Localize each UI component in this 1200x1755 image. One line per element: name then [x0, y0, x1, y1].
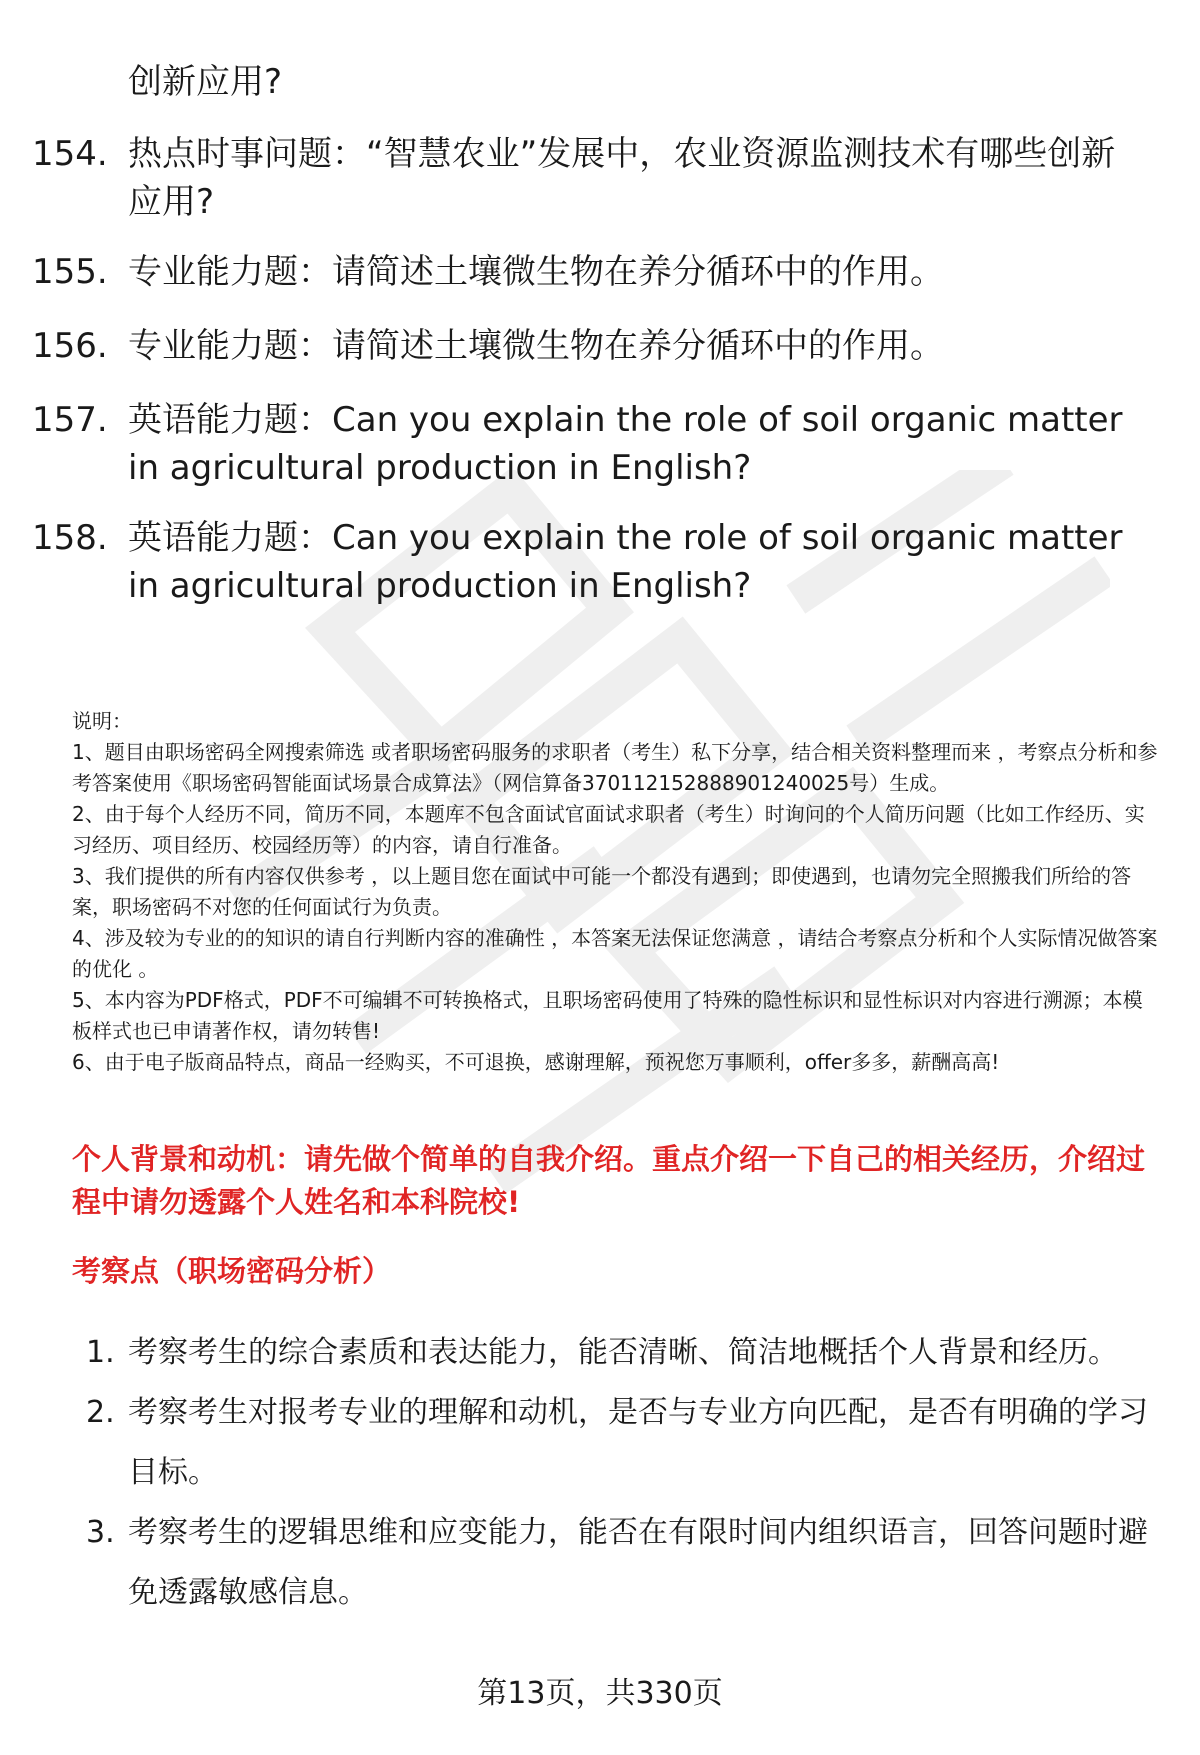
- notes-title: 说明：: [72, 709, 132, 733]
- question-number: 155.: [32, 252, 108, 292]
- question-text: 英语能力题：Can you explain the role of soil organic matter in agricultural production in English?: [128, 518, 1123, 606]
- question-number: 154.: [32, 134, 108, 174]
- question-text: 英语能力题：Can you explain the role of soil organic matter in agricultural production in English?: [128, 400, 1123, 488]
- question-text: 热点时事问题：“智慧农业”发展中，农业资源监测技术有哪些创新应用?: [128, 134, 1116, 222]
- key-point-number: 1.: [86, 1335, 115, 1370]
- disclaimer-notes: [72, 706, 1162, 1078]
- key-point-text: 考察考生的逻辑思维和应变能力，能否在有限时间内组织语言，回答问题时避免透露敏感信息。: [128, 1515, 1148, 1610]
- page-number-footer: 第13页，共330页: [477, 1676, 723, 1711]
- question-text: 专业能力题：请简述土壤微生物在养分循环中的作用。: [128, 326, 944, 366]
- key-points-heading: 考察点（职场密码分析）: [72, 1254, 392, 1288]
- question-number: 157.: [32, 400, 108, 440]
- note-item: 2、由于每个人经历不同，简历不同，本题库不包含面试官面试求职者（考生）时询问的个人简历问题（比如工作经历、实习经历、项目经历、校园经历等）的内容，请自行准备。: [72, 802, 1145, 857]
- key-point-number: 2.: [86, 1395, 115, 1430]
- note-item: 5、本内容为PDF格式，PDF不可编辑不可转换格式，且职场密码使用了特殊的隐性标识和显性标识对内容进行溯源；本模板样式也已申请著作权，请勿转售!: [72, 988, 1143, 1043]
- background-question-heading: 个人背景和动机：请先做个简单的自我介绍。重点介绍一下自己的相关经历，介绍过程中请勿透露个人姓名和本科院校!: [72, 1142, 1146, 1219]
- key-point-text: 考察考生的综合素质和表达能力，能否清晰、简洁地概括个人背景和经历。: [128, 1335, 1118, 1370]
- question-number: 158.: [32, 518, 108, 558]
- question-number: 156.: [32, 326, 108, 366]
- key-point-number: 3.: [86, 1515, 115, 1550]
- note-item: 6、由于电子版商品特点，商品一经购买，不可退换，感谢理解，预祝您万事顺利，offer多多，薪酬高高!: [72, 1050, 1000, 1074]
- note-item: 4、涉及较为专业的的知识的请自行判断内容的准确性 ，本答案无法保证您满意 ，请结合考察点分析和个人实际情况做答案的优化 。: [72, 926, 1158, 981]
- note-item: 1、题目由职场密码全网搜索筛选 或者职场密码服务的求职者（考生）私下分享，结合相关资料整理而来 ，考察点分析和参考答案使用《职场密码智能面试场景合成算法》（网信算备370112152888901240025号）生成。: [72, 740, 1158, 795]
- question-continuation: 创新应用?: [128, 62, 283, 102]
- key-point-text: 考察考生对报考专业的理解和动机，是否与专业方向匹配，是否有明确的学习目标。: [128, 1395, 1148, 1490]
- question-text: 专业能力题：请简述土壤微生物在养分循环中的作用。: [128, 252, 944, 292]
- note-item: 3、我们提供的所有内容仅供参考 ，以上题目您在面试中可能一个都没有遇到；即使遇到，也请勿完全照搬我们所给的答案，职场密码不对您的任何面试行为负责。: [72, 864, 1132, 919]
